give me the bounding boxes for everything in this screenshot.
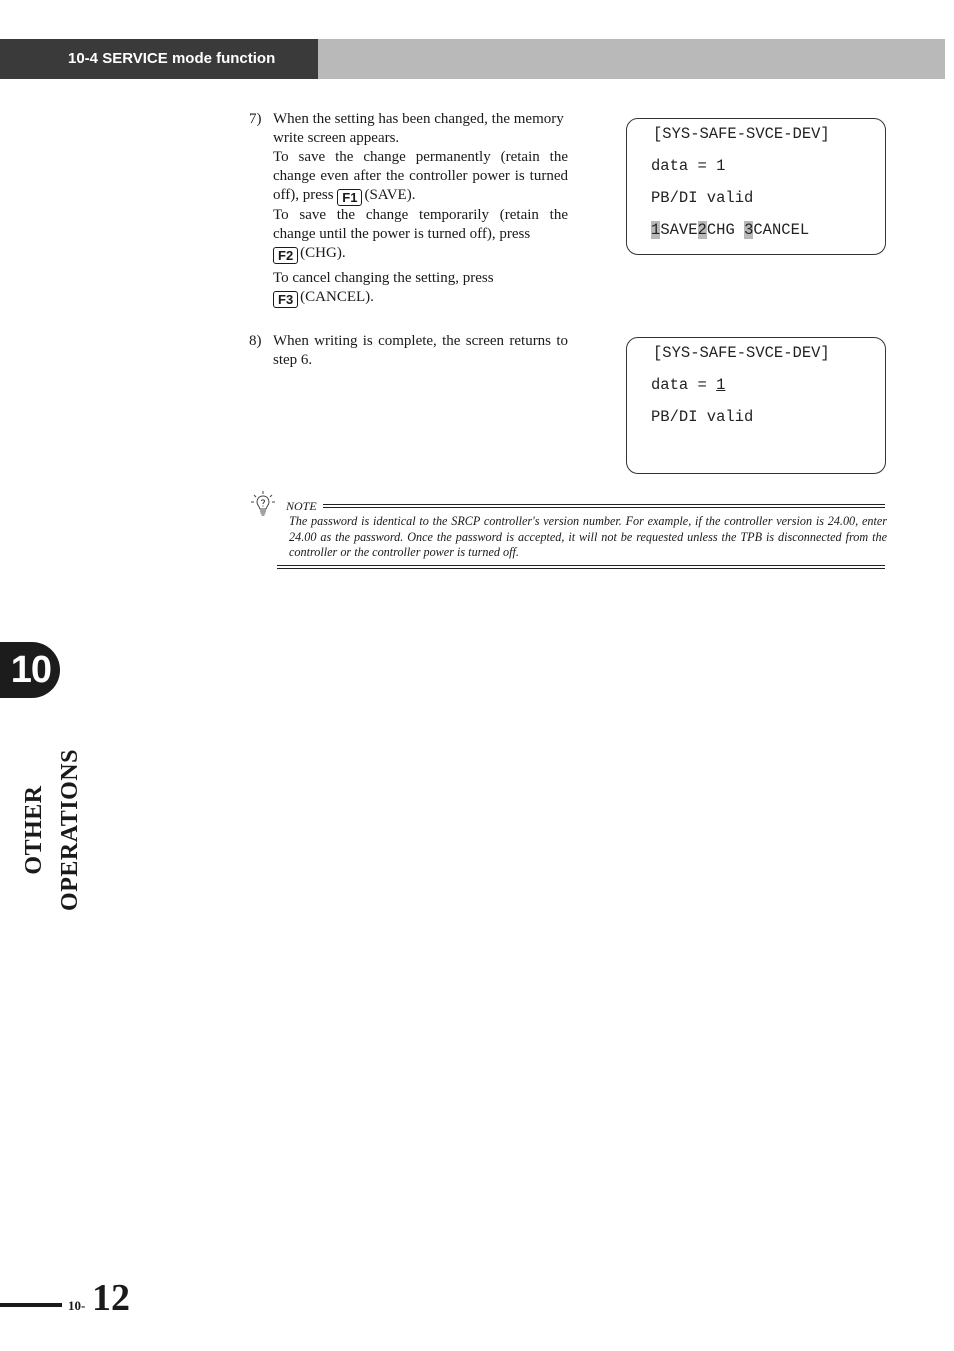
step-text: (SAVE). [364,187,416,203]
screen-function-menu [651,221,809,239]
step-paragraph [273,269,568,308]
cancel-option: CANCEL [753,221,810,239]
step-8 [249,332,568,370]
header-bar [318,39,945,79]
screen-line: [SYS-SAFE-SVCE-DEV] [653,344,830,362]
chg-option: CHG [706,221,745,239]
step-text: To save the change permanently (retain the change even after the controller power is turned off), press [273,149,568,203]
step-paragraph: When the setting has been changed, the memory write screen appears. [273,111,564,146]
step-paragraph: When writing is complete, the screen returns to step 6. [273,333,568,368]
save-option: SAVE [660,221,698,239]
step-paragraph [273,206,568,264]
step-number: 8) [249,333,262,349]
step-text: To cancel changing the setting, press [273,270,494,286]
note-divider [323,504,885,508]
step-body [273,110,568,308]
step-paragraph [273,148,568,206]
chapter-title: OTHER OPERATIONS [21,749,83,911]
f2-key-icon: F2 [273,247,298,264]
footer-rule [0,1303,62,1307]
page-number: 12 [92,1277,130,1319]
step-7 [249,110,568,308]
step-number: 7) [249,111,262,127]
lightbulb-icon [251,491,275,517]
screen-line [651,376,725,394]
step-text: To save the change temporarily (retain the change until the power is turned off), press [273,207,568,242]
f1-indicator: 1 [651,221,661,239]
screen-line: [SYS-SAFE-SVCE-DEV] [653,125,830,143]
section-header [0,39,318,79]
note-label: NOTE [286,499,317,513]
f2-indicator: 2 [697,221,707,239]
step-text: (CHG). [300,245,346,261]
screen-line: PB/DI valid [651,408,754,426]
chapter-tab: 10 [0,642,60,698]
f3-indicator: 3 [744,221,754,239]
section-title: 10-4 SERVICE mode function [68,50,276,67]
note-text: The password is identical to the SRCP controller's version number. For example, if the controller version is 24.00, enter 24.00 as the password. Once the password is accepted, it will not be requested unless the TPB is disconnected from the controller or the controller power is turned off. [289,514,887,560]
tpb-screen-memory-write [626,118,886,255]
step-text: (CANCEL). [300,289,374,305]
screen-line: data = 1 [651,157,726,175]
data-value: 1 [716,376,726,394]
data-label: data = [651,376,717,394]
f3-key-icon: F3 [273,291,298,308]
page-prefix: 10- [68,1298,86,1313]
step-body [273,332,568,370]
screen-line: PB/DI valid [651,189,754,207]
note-divider [277,565,885,569]
f1-key-icon: F1 [337,189,362,206]
tpb-screen-result [626,337,886,474]
